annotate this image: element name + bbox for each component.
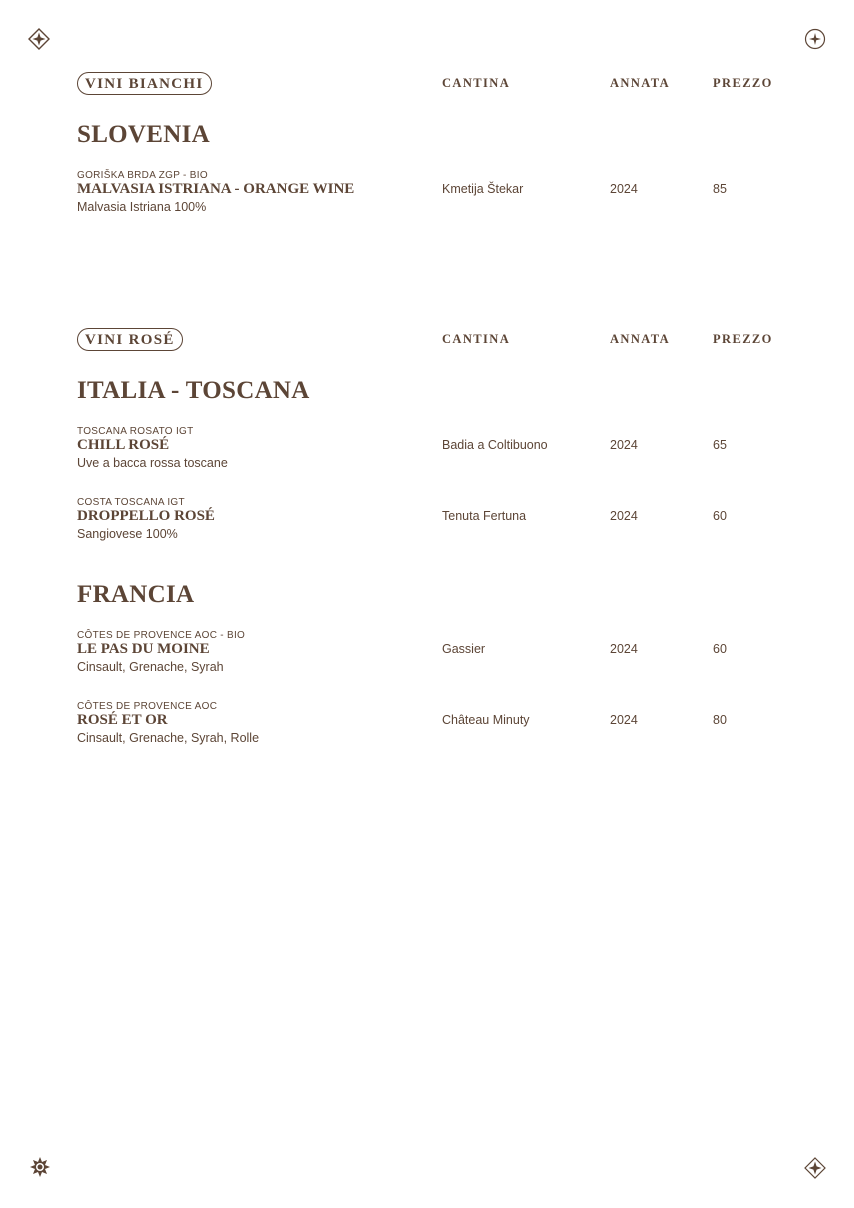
wine-name: LE PAS DU MOINE bbox=[77, 641, 210, 657]
wine-prezzo: 60 bbox=[713, 509, 727, 523]
wine-cantina: Château Minuty bbox=[442, 713, 530, 727]
wine-annata: 2024 bbox=[610, 182, 638, 196]
wine-name: ROSÉ ET OR bbox=[77, 712, 168, 728]
wine-entry bbox=[77, 497, 797, 543]
wine-prezzo: 85 bbox=[713, 182, 727, 196]
wine-denomination: GORIŠKA BRDA ZGP - BIO bbox=[77, 170, 208, 181]
column-header-cantina: CANTINA bbox=[442, 332, 511, 346]
wine-entry bbox=[77, 426, 797, 472]
region-title: FRANCIA bbox=[77, 581, 195, 608]
wine-annata: 2024 bbox=[610, 438, 638, 452]
wine-prezzo: 80 bbox=[713, 713, 727, 727]
wine-denomination: CÔTES DE PROVENCE AOC bbox=[77, 701, 218, 712]
column-header-annata: ANNATA bbox=[610, 76, 671, 90]
column-header-prezzo: PREZZO bbox=[713, 76, 773, 90]
section-label: VINI BIANCHI bbox=[77, 72, 212, 95]
section-header bbox=[77, 328, 797, 352]
section-label: VINI ROSÉ bbox=[77, 328, 183, 351]
wine-grapes: Malvasia Istriana 100% bbox=[77, 200, 207, 214]
diamond-star-icon bbox=[804, 1157, 826, 1179]
circle-star-icon bbox=[804, 28, 826, 50]
wine-denomination: TOSCANA ROSATO IGT bbox=[77, 426, 194, 437]
wine-entry bbox=[77, 630, 797, 676]
sun-icon bbox=[29, 1156, 51, 1178]
wine-grapes: Uve a bacca rossa toscane bbox=[77, 456, 228, 470]
column-header-annata: ANNATA bbox=[610, 332, 671, 346]
wine-entry bbox=[77, 170, 797, 216]
wine-cantina: Kmetija Štekar bbox=[442, 182, 524, 196]
wine-annata: 2024 bbox=[610, 713, 638, 727]
region-title: SLOVENIA bbox=[77, 121, 210, 148]
column-header-cantina: CANTINA bbox=[442, 76, 511, 90]
column-header-prezzo: PREZZO bbox=[713, 332, 773, 346]
wine-cantina: Badia a Coltibuono bbox=[442, 438, 548, 452]
wine-name: CHILL ROSÉ bbox=[77, 437, 170, 453]
wine-annata: 2024 bbox=[610, 642, 638, 656]
wine-entry bbox=[77, 701, 797, 747]
region-title: ITALIA - TOSCANA bbox=[77, 377, 310, 404]
wine-name: MALVASIA ISTRIANA - ORANGE WINE bbox=[77, 181, 355, 197]
wine-grapes: Cinsault, Grenache, Syrah, Rolle bbox=[77, 731, 260, 745]
wine-prezzo: 65 bbox=[713, 438, 727, 452]
diamond-star-icon bbox=[28, 28, 50, 50]
section-header bbox=[77, 72, 797, 96]
wine-denomination: CÔTES DE PROVENCE AOC - BIO bbox=[77, 630, 246, 641]
wine-prezzo: 60 bbox=[713, 642, 727, 656]
wine-annata: 2024 bbox=[610, 509, 638, 523]
wine-cantina: Tenuta Fertuna bbox=[442, 509, 527, 523]
wine-grapes: Sangiovese 100% bbox=[77, 527, 178, 541]
wine-denomination: COSTA TOSCANA IGT bbox=[77, 497, 185, 508]
wine-grapes: Cinsault, Grenache, Syrah bbox=[77, 660, 224, 674]
wine-name: DROPPELLO ROSÉ bbox=[77, 508, 215, 524]
wine-cantina: Gassier bbox=[442, 642, 486, 656]
